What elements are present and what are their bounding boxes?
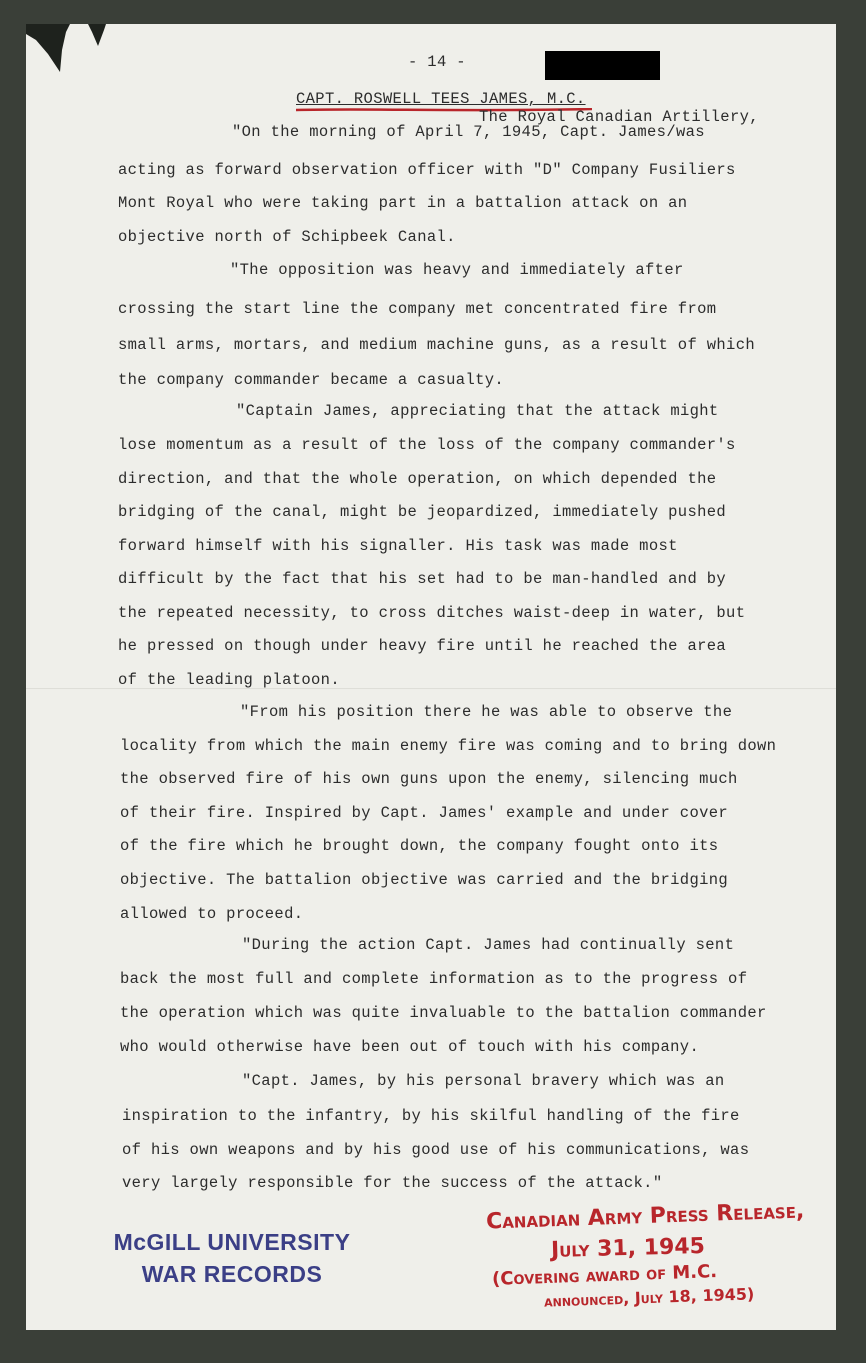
body-line: forward himself with his signaller. His task was made most xyxy=(118,537,678,555)
document-page xyxy=(26,24,836,1330)
body-line: of his own weapons and by his good use of his communications, was xyxy=(122,1141,750,1159)
body-line: acting as forward observation officer with "D" Company Fusiliers xyxy=(118,161,736,179)
torn-corner-shadow xyxy=(26,24,106,84)
body-line: the observed fire of his own guns upon the enemy, silencing much xyxy=(120,770,738,788)
body-line: locality from which the main enemy fire was coming and to bring down xyxy=(120,737,777,755)
handwritten-note-line1: Canadian Army Press Release, xyxy=(485,1198,805,1235)
body-line: who would otherwise have been out of touch with his company. xyxy=(120,1038,700,1056)
body-line: the operation which was quite invaluable to the battalion commander xyxy=(120,1004,767,1022)
body-line: of their fire. Inspired by Capt. James' example and under cover xyxy=(120,804,729,822)
body-line: "Capt. James, by his personal bravery which was an xyxy=(242,1072,725,1090)
body-line: back the most full and complete information as to the progress of xyxy=(120,970,748,988)
body-line: bridging of the canal, might be jeopardized, immediately pushed xyxy=(118,503,727,521)
body-line: the repeated necessity, to cross ditches waist-deep in water, but xyxy=(118,604,746,622)
page-number: - 14 - xyxy=(408,53,466,71)
body-line: the company commander became a casualty. xyxy=(118,371,505,389)
body-line: "During the action Capt. James had continually sent xyxy=(242,936,735,954)
body-line: Mont Royal who were taking part in a battalion attack on an xyxy=(118,194,688,212)
body-line: of the leading platoon. xyxy=(118,671,340,689)
body-line: crossing the start line the company met concentrated fire from xyxy=(118,300,717,318)
document-title: CAPT. ROSWELL TEES JAMES, M.C. xyxy=(296,90,586,108)
handwritten-note-line4: announced, July 18, 1945) xyxy=(543,1284,755,1311)
body-line: of the fire which he brought down, the company fought onto its xyxy=(120,837,719,855)
archive-stamp-line1: McGILL UNIVERSITY xyxy=(113,1229,351,1255)
body-line: he pressed on though under heavy fire until he reached the area xyxy=(118,637,727,655)
body-line: "From his position there he was able to observe the xyxy=(240,703,733,721)
body-line: very largely responsible for the success of the attack." xyxy=(122,1174,663,1192)
body-line: "Captain James, appreciating that the attack might xyxy=(236,402,719,420)
archive-stamp-line2: WAR RECORDS xyxy=(141,1261,323,1287)
body-line: inspiration to the infantry, by his skilful handling of the fire xyxy=(122,1107,740,1125)
body-line: small arms, mortars, and medium machine guns, as a result of which xyxy=(118,336,755,354)
body-line: objective north of Schipbeek Canal. xyxy=(118,228,456,246)
redaction-bar xyxy=(545,51,660,80)
body-line: direction, and that the whole operation, on which depended the xyxy=(118,470,717,488)
body-line: "On the morning of April 7, 1945, Capt. James/was xyxy=(232,123,705,141)
handwritten-note-line3: (Covering award of M.C. xyxy=(491,1261,718,1290)
body-line: allowed to proceed. xyxy=(120,905,304,923)
unit-name: The Royal Canadian Artillery, xyxy=(479,108,759,126)
body-line: lose momentum as a result of the loss of the company commander's xyxy=(118,436,736,454)
body-line: difficult by the fact that his set had to be man-handled and by xyxy=(118,570,727,588)
body-line: "The opposition was heavy and immediately after xyxy=(230,261,684,279)
body-line: objective. The battalion objective was carried and the bridging xyxy=(120,871,729,889)
handwritten-note-line2: July 31, 1945 xyxy=(550,1233,706,1264)
